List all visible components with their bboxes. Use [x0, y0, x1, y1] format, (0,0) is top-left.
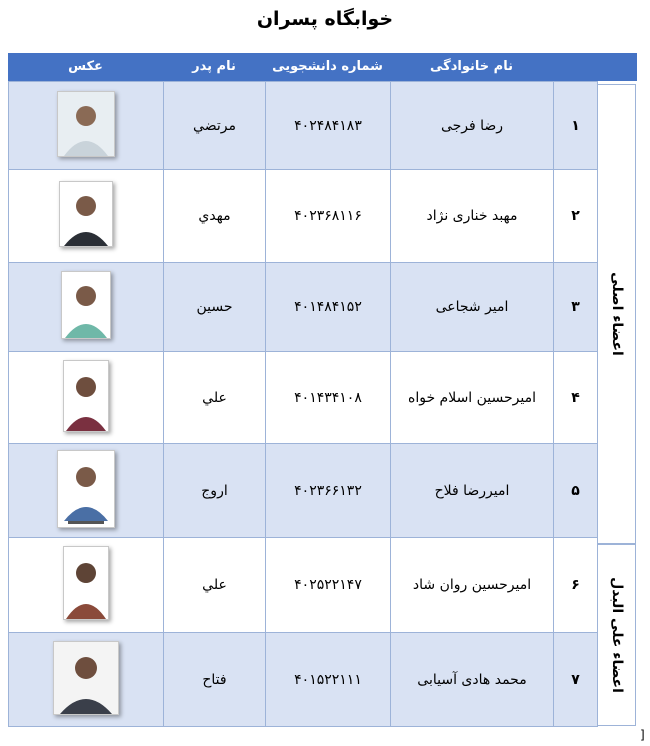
table-row	[9, 444, 598, 538]
header-father-name: نام پدر	[192, 59, 236, 74]
page-title: خوابگاه پسران	[256, 8, 394, 30]
table-row	[9, 263, 598, 352]
row-number: ۱	[554, 82, 598, 170]
student-id: ۴۰۲۵۲۲۱۴۷	[266, 538, 391, 633]
row-number: ۳	[554, 263, 598, 352]
student-id: ۴۰۱۴۸۴۱۵۲	[266, 263, 391, 352]
student-id: ۴۰۲۳۶۸۱۱۶	[266, 170, 391, 263]
table-row	[9, 538, 598, 633]
student-photo	[59, 181, 113, 247]
page-footer-mark: ]	[640, 728, 645, 742]
father-name: مرتضي	[164, 82, 266, 170]
student-photo	[63, 546, 109, 620]
photo-cell	[9, 352, 164, 444]
student-photo	[63, 360, 109, 432]
table-row	[9, 170, 598, 263]
row-number: ۵	[554, 444, 598, 538]
family-name: امیر شجاعی	[391, 263, 554, 352]
table-row	[9, 82, 598, 170]
father-name: فتاح	[164, 633, 266, 727]
header-family-name: نام خانوادگی	[430, 59, 513, 74]
father-name: اروج	[164, 444, 266, 538]
row-number: ۶	[554, 538, 598, 633]
family-name: مهبد خناری نژاد	[391, 170, 554, 263]
photo-cell	[9, 263, 164, 352]
group-alternate-members	[597, 544, 636, 726]
family-name: محمد هادی آسیابی	[391, 633, 554, 727]
student-photo	[57, 450, 115, 528]
header-photo: عکس	[68, 59, 103, 74]
photo-cell	[9, 170, 164, 263]
members-table	[8, 81, 598, 727]
group-main-label: اعضاء اصلی	[608, 272, 625, 356]
row-number: ۷	[554, 633, 598, 727]
header-student-id: شماره دانشجویی	[272, 59, 383, 74]
father-name: علي	[164, 538, 266, 633]
group-main-members	[597, 84, 636, 544]
photo-cell	[9, 633, 164, 727]
table-row	[9, 352, 598, 444]
group-alternate-label: اعضاء علی البدل	[608, 577, 625, 693]
father-name: حسين	[164, 263, 266, 352]
family-name: رضا فرجی	[391, 82, 554, 170]
family-name: امیرحسین روان شاد	[391, 538, 554, 633]
student-id: ۴۰۲۴۸۴۱۸۳	[266, 82, 391, 170]
student-id: ۴۰۱۴۳۴۱۰۸	[266, 352, 391, 444]
student-id: ۴۰۱۵۲۲۱۱۱	[266, 633, 391, 727]
father-name: مهدي	[164, 170, 266, 263]
row-number: ۲	[554, 170, 598, 263]
table-header	[8, 53, 637, 81]
father-name: علي	[164, 352, 266, 444]
family-name: امیرحسین اسلام خواه	[391, 352, 554, 444]
row-number: ۴	[554, 352, 598, 444]
student-photo	[53, 641, 119, 715]
student-photo	[57, 91, 115, 157]
table-row	[9, 633, 598, 727]
photo-cell	[9, 538, 164, 633]
photo-cell	[9, 82, 164, 170]
family-name: امیررضا فلاح	[391, 444, 554, 538]
photo-cell	[9, 444, 164, 538]
student-photo	[61, 271, 111, 339]
student-id: ۴۰۲۳۶۶۱۳۲	[266, 444, 391, 538]
